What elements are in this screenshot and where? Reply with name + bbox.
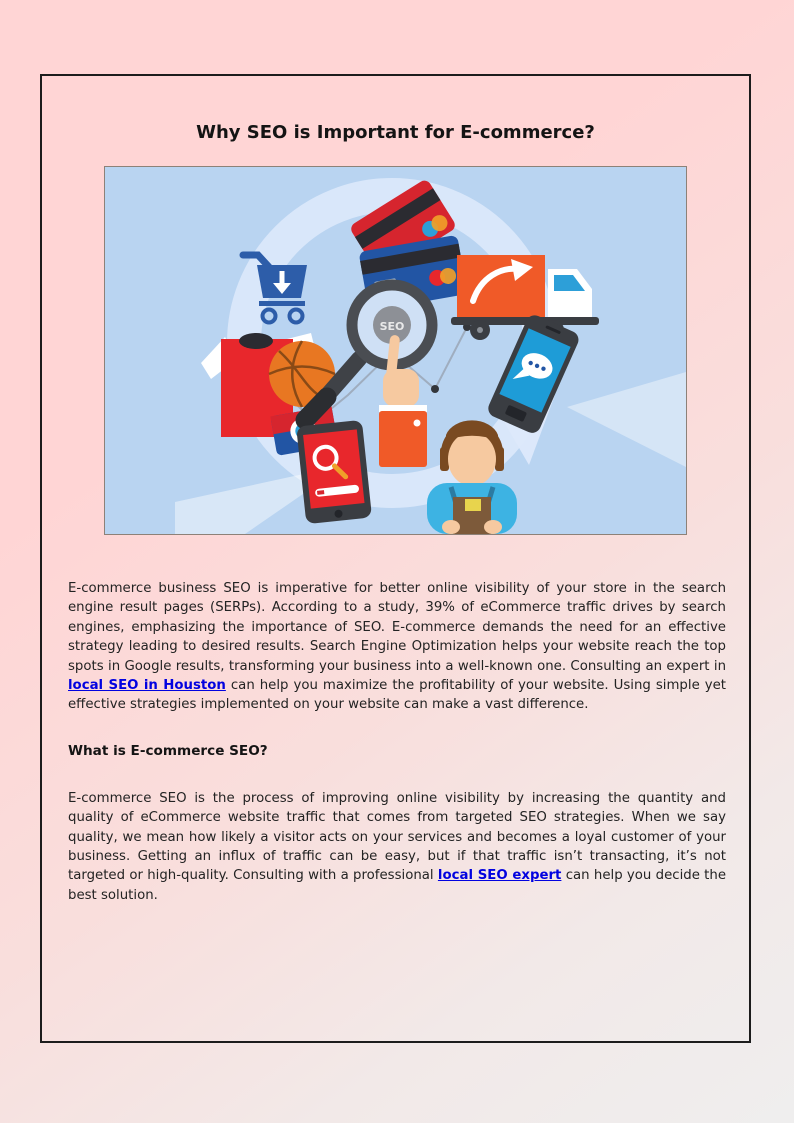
seo-magnifier-label: SEO [379,320,405,333]
search-tablet-icon [296,420,372,524]
body-paragraph [68,789,726,905]
page-title: Why SEO is Important for E-commerce? [196,122,595,143]
intro-paragraph-text-after: can help you maximize the profitability of your website. Using simple yet effective strategies implemented on your website can make a vast difference. [68,678,726,713]
local-seo-expert-link[interactable]: local SEO expert [437,868,562,884]
intro-paragraph-text: E-commerce business SEO is imperative for better online visibility of your store in the search engine result pages (SERPs). According to a study, 39% of eCommerce traffic drives by search engines, emphasizing the importance of SEO. E-commerce demands the need for an effective strategy leading to desired results. Search Engine Optimization helps your website reach the top spots in Google results, transforming your business into a well-known one. Consulting an expert in [68,581,726,674]
body-paragraph-text-after: can help you decide the best solution. [68,868,727,903]
section-heading: What is E-commerce SEO? [68,742,268,759]
chat-smartphone-icon [485,312,581,435]
ecommerce-illustration-svg [105,167,686,534]
intro-paragraph [68,579,726,715]
page-border-frame [40,74,751,1043]
body-paragraph-text: E-commerce SEO is the process of improving online visibility by increasing the quantity and quality of eCommerce website traffic that comes from targeted SEO strategies. When we say quality, we mean how likely a visitor acts on your services and becomes a loyal customer of your business. Getting an influx of traffic can be easy, but if that traffic isn’t transacting, it’s not targeted or high-quality. Consulting with a professional [68,790,726,884]
local-seo-houston-link[interactable]: local SEO in Houston [68,678,226,694]
ecommerce-illustration [104,166,687,535]
